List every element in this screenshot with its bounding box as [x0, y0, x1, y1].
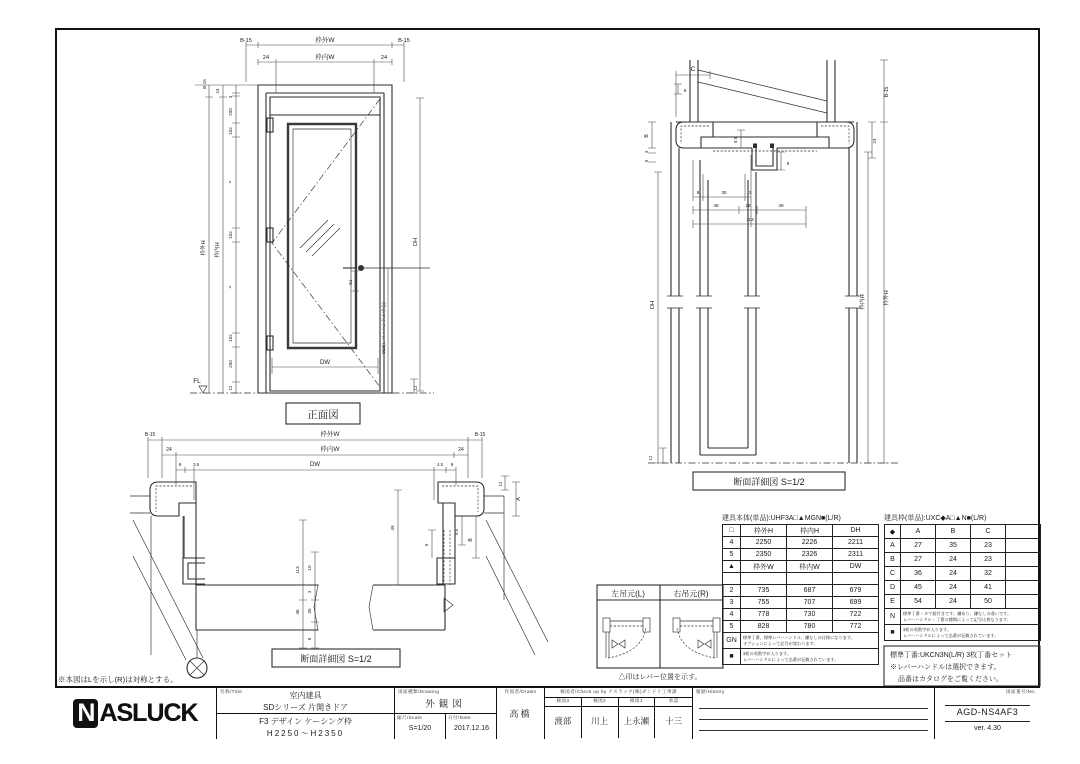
frame-table-grid [884, 524, 1041, 641]
note-line: 3桁の英数字が入ります。 [903, 627, 952, 633]
wall-plan-lines [130, 496, 548, 660]
swing-direction-box [597, 585, 723, 681]
door-leaf-plan [196, 585, 445, 630]
history-line [699, 730, 928, 731]
table-row [885, 539, 1041, 553]
table-cell: 828 [741, 621, 787, 633]
table-cell: 755 [741, 597, 787, 609]
table-cell: B [936, 525, 971, 539]
checker-role: 検図3 [545, 698, 581, 707]
fl-marker-triangle [199, 386, 207, 393]
table-cell: 730 [787, 609, 833, 621]
door-body-table-grid [722, 524, 879, 665]
table-cell: 735 [741, 585, 787, 597]
note-line: 標準丁番・カマ錠付きです。鎌あり、鎌なしの違いです。 [903, 611, 1012, 617]
front-elevation-view [190, 35, 434, 424]
table-cell: 枠外H [741, 525, 787, 537]
dim-3-row: 3 [748, 190, 752, 195]
door-body-table-title: 建具本体(単品):UHF3A□▲MGN■(L/R) [722, 515, 841, 522]
front-view-label: 正面図 [307, 409, 339, 421]
table-cell: B [885, 553, 901, 567]
hinge-note-line3: 品番はカタログをご覧ください。 [898, 676, 1003, 683]
dim-3-5: 3.5 [193, 462, 199, 467]
dim-49: 49 [778, 203, 784, 208]
dim-24-right: 24 [380, 55, 388, 61]
table-cell: 23 [971, 553, 1006, 567]
table-cell [1006, 525, 1041, 539]
table-note-row [723, 633, 879, 649]
table-cell: D [885, 581, 901, 595]
drawing-number-cell [935, 688, 1040, 739]
product-name-line3: F3 デザイン ケーシング枠 [259, 717, 352, 726]
table-cell: 699 [833, 597, 879, 609]
table-cell: 2350 [741, 549, 787, 561]
dim-b15-plan-r: B-15 [474, 432, 486, 438]
table-cell: 5 [723, 549, 741, 561]
checker-name: 川上 [591, 716, 609, 726]
number-rule-bottom [945, 721, 1030, 722]
table-cell: □ [723, 525, 741, 537]
lever-marker-triangles [612, 640, 625, 648]
table-cell [833, 573, 879, 585]
table-cell: 687 [787, 585, 833, 597]
title-cell [217, 688, 395, 739]
horizontal-section-view [58, 429, 548, 684]
dim-8-5-plan: 8.5 [454, 529, 459, 535]
dim-b15-top-right: B-15 [398, 38, 410, 44]
dim-24-sec: 24 [872, 138, 877, 144]
hinge-note-box [884, 646, 1040, 686]
table-note-cell [741, 633, 879, 649]
dim-c: C [690, 66, 696, 73]
stop-hook-left [753, 144, 757, 149]
history-line [699, 708, 928, 709]
product-name-line4: H2250〜H2350 [266, 729, 345, 738]
dim-h-in-sec: 枠内H [860, 294, 866, 310]
table-cell: 24 [936, 553, 971, 567]
table-row [885, 581, 1041, 595]
table-cell [1006, 595, 1041, 609]
table-cell: 707 [787, 597, 833, 609]
latch-body [437, 558, 455, 584]
checker-role: 承認 [655, 698, 692, 707]
table-cell: 36 [901, 567, 936, 581]
casing-hidden-lines [681, 126, 849, 151]
dim-w-out-top: 枠外W [315, 37, 335, 44]
dim-9-plan-r: 9 [450, 462, 454, 467]
drawing-type-value: 外観図 [425, 699, 466, 710]
dim-h-out-sec: 枠外H [884, 290, 890, 306]
dim-h-out: 枠外H [201, 240, 207, 256]
dim-8-plan: 8 [307, 637, 312, 641]
table-cell: 4 [723, 609, 741, 621]
table-row [723, 549, 879, 561]
dim-9-plan-l: 9 [178, 462, 182, 467]
wall-lines [690, 60, 835, 122]
logo-text: ASLUCK [99, 699, 198, 727]
drafter-header: 作図者/Drawn [504, 689, 537, 694]
product-name-line1: 室内建具 [289, 691, 322, 700]
dim-4-5: 4.5 [437, 462, 443, 467]
drawing-number: AGD-NS4AF3 [956, 707, 1019, 717]
jamb-faces [184, 503, 455, 585]
table-cell: 2211 [833, 537, 879, 549]
table-row [723, 609, 879, 621]
dim-10-plan: 10 [307, 565, 312, 571]
table-cell: GN [723, 633, 741, 649]
table-note-row [885, 625, 1041, 641]
checker-role: 検図1 [619, 698, 655, 707]
table-cell: 3 [723, 597, 741, 609]
table-cell: 35 [936, 539, 971, 553]
scale-cell [395, 714, 446, 739]
dim-12-plan: 12 [498, 481, 503, 487]
frame-block [603, 618, 610, 632]
lever-marker-triangles [698, 640, 711, 648]
dim-b15-side: B-15 [202, 79, 207, 89]
table-cell: 2 [723, 585, 741, 597]
logo-n-mark: N [73, 699, 98, 728]
table-cell: N [885, 609, 901, 625]
wall-hatch [698, 70, 827, 113]
glass-hatch [300, 220, 340, 256]
table-cell: 枠内H [787, 525, 833, 537]
table-cell [1006, 581, 1041, 595]
dim-46-plan: 46 [295, 609, 300, 615]
table-row [885, 595, 1041, 609]
table-cell: ■ [723, 649, 741, 665]
dim-35: 35 [721, 190, 727, 195]
checker-name: 十三 [665, 716, 683, 726]
table-cell: 枠内W [787, 561, 833, 573]
table-cell: ▲ [723, 561, 741, 573]
dim-250: 250 [228, 360, 233, 368]
dim-3: 3 [228, 95, 233, 99]
mirror-note: ※本図はLを示し(R)は対称とする。 [58, 675, 178, 684]
table-cell: 5 [723, 621, 741, 633]
note-line: レバーハンドルによって品番が記載されています。 [743, 656, 839, 662]
casing-hidden-plan [156, 486, 478, 512]
version: ver. 4.30 [974, 725, 1001, 732]
table-cell: 枠外W [741, 561, 787, 573]
dim-b-plan: B [468, 538, 474, 542]
table-cell: 772 [833, 621, 879, 633]
vertical-section-label: 断面詳細図 S=1/2 [733, 477, 805, 487]
table-row [885, 567, 1041, 581]
drawing-type-cell [395, 688, 497, 739]
dim-8: 8 [696, 190, 700, 195]
checker-col-1 [545, 698, 582, 738]
table-cell: 27 [901, 553, 936, 567]
date-cell [446, 714, 497, 739]
table-cell: A [885, 539, 901, 553]
dim-12-left: 12 [228, 385, 233, 391]
table-cell [741, 573, 787, 585]
dim-12-right: 12 [413, 385, 418, 391]
frame-table-title: 建具枠(単品):UXC◆A□▲N■(L/R) [884, 515, 987, 522]
table-cell: 2226 [787, 537, 833, 549]
checker-col-3 [619, 698, 656, 738]
table-note-cell [901, 609, 1041, 625]
head-frame [676, 122, 854, 148]
note-line: レバーハンドルによって品番が記載されています。 [903, 632, 999, 638]
dim-49-plan: 49 [390, 525, 395, 531]
dim-102-c: 102 [228, 334, 233, 342]
table-cell: A [901, 525, 936, 539]
table-header-row [723, 525, 879, 537]
table-note-cell [741, 649, 879, 665]
table-cell: 23 [971, 539, 1006, 553]
dim-113: 113 [746, 217, 754, 222]
name-header: 名称/Title [220, 689, 243, 694]
product-name-line2: SDシリーズ 片開きドア [263, 703, 348, 712]
swing-diagram-left [603, 618, 650, 658]
dim-w-out-plan: 枠外W [320, 431, 340, 438]
dim-dh-sec: DH [650, 300, 656, 310]
date-header: 日付/Date [448, 715, 471, 720]
table-cell: 722 [833, 609, 879, 621]
table-cell: 45 [901, 581, 936, 595]
table-cell: 32 [971, 567, 1006, 581]
dim-24-plan-l: 24 [166, 447, 172, 453]
table-cell: ◆ [885, 525, 901, 539]
table-cell: 24 [936, 581, 971, 595]
hinge-channel [183, 558, 205, 584]
dim-6: 6 [683, 88, 687, 93]
table-cell: 24 [936, 567, 971, 581]
table-row [723, 561, 879, 573]
dim-35-plan: 35 [307, 608, 312, 614]
fl-label: FL [193, 378, 201, 385]
jamb-left-casing [150, 482, 196, 516]
dim-24-left: 24 [262, 55, 270, 61]
logo-cell [55, 688, 217, 739]
table-cell: ■ [885, 625, 901, 641]
frame-block [643, 618, 650, 632]
drawing-number-header: 図面番号/No. [1005, 689, 1036, 694]
frame-block [713, 618, 720, 632]
dim-b15-plan-l: B-15 [144, 432, 156, 438]
dim-w-in-plan: 枠内W [320, 446, 340, 453]
dim-102-a: 102 [228, 127, 233, 135]
table-note-row [885, 609, 1041, 625]
checker-col-4 [655, 698, 692, 738]
drawing-type-header: 図面種類/Drawing [398, 689, 440, 694]
dim-dw-plan: DW [310, 462, 320, 468]
dim-a-plan: A [516, 497, 522, 501]
table-cell: 41 [971, 581, 1006, 595]
history-cell [693, 688, 935, 739]
dim-3-top: 3 [644, 150, 649, 154]
hinge-note-line2: ※レバーハンドルは選択できます。 [890, 664, 1001, 671]
swing-right-label: 右吊元(R) [673, 589, 709, 599]
dim-24-top-chain: 24 [215, 88, 220, 94]
table-row [723, 597, 879, 609]
table-cell: 778 [741, 609, 787, 621]
table-cell: 50 [971, 595, 1006, 609]
table-cell [1006, 539, 1041, 553]
leaf-break-marks [314, 585, 373, 630]
table-cell [1006, 567, 1041, 581]
drafter-name: 高橋 [509, 709, 532, 719]
table-row [723, 621, 879, 633]
checker-col-2 [582, 698, 619, 738]
vertical-section-view [644, 60, 900, 490]
table-cell: 2250 [741, 537, 787, 549]
jamb-right-casing [438, 482, 484, 516]
dim-200: 200 [228, 108, 233, 116]
dim-dw: DW [320, 360, 330, 366]
dim-12-sec: 12 [648, 455, 653, 461]
table-cell: 4 [723, 537, 741, 549]
checker-name: 渡部 [554, 716, 572, 726]
table-cell: C [971, 525, 1006, 539]
note-line: 標準丁番、標準レバーハンドル、鎌なしの仕様になります。 [743, 635, 855, 641]
table-cell: E [885, 595, 901, 609]
history-header: 履歴/History [696, 689, 725, 694]
nasluck-logo [55, 688, 216, 739]
table-body [723, 537, 879, 633]
table-cell: 2326 [787, 549, 833, 561]
dim-3-plan: 3 [307, 590, 312, 594]
frame-table [884, 513, 1040, 641]
table-row [723, 585, 879, 597]
drafter-cell [497, 688, 545, 739]
checker-name: 上永瀬 [623, 716, 650, 726]
dim-dh: DH [413, 237, 419, 247]
table-cell [1006, 553, 1041, 567]
dim-113-plan: 113 [295, 566, 300, 574]
table-cell [787, 573, 833, 585]
checkers-cell [545, 688, 693, 739]
scale-value: S=1/20 [408, 725, 432, 732]
dim-eq-a: = [228, 180, 234, 184]
table-cell: 27 [901, 539, 936, 553]
table-cell: 780 [787, 621, 833, 633]
stop-hook-right [770, 144, 774, 149]
dim-9-top: 9 [644, 159, 649, 163]
table-row [885, 553, 1041, 567]
swing-diagram-right [673, 618, 720, 658]
table-cell [723, 573, 741, 585]
dim-8-5: 8.5 [733, 137, 738, 143]
number-rule-top [945, 705, 1030, 706]
dim-eq-b: = [228, 285, 234, 289]
dim-b: B [644, 134, 650, 138]
door-body-table [722, 513, 878, 665]
table-cell: C [885, 567, 901, 581]
history-line [699, 719, 928, 720]
door-leaf-section-lines [671, 122, 857, 463]
horizontal-section-label: 断面詳細図 S=1/2 [300, 654, 372, 664]
dim-h-in: 枠内H [215, 242, 221, 258]
dim-w-in-top: 枠内W [315, 54, 335, 61]
table-cell: 2311 [833, 549, 879, 561]
table-note-row [723, 649, 879, 665]
dim-9-latch: 9 [424, 543, 429, 547]
title-block [55, 686, 1040, 737]
note-line: オプションによって記号が変わります。 [743, 640, 818, 646]
dim-b15-sec: B-15 [884, 86, 890, 98]
hinge-note-line1: 標準丁番:UKCN3N(L/R) 3枚丁番セット [890, 652, 1013, 659]
dim-24-plan-r: 24 [458, 447, 464, 453]
dim-handle-height: 923(レバーハンドル中心) [381, 302, 386, 354]
section-top-dims [648, 60, 888, 463]
scale-header: 縮尺/Scale [397, 715, 423, 720]
dim-18: 18 [745, 203, 751, 208]
dim-46: 46 [713, 203, 719, 208]
checkers-header: 検図者/Check up by ナスラック(株)ダンドリ工事課 [545, 688, 692, 698]
table-row [723, 573, 879, 585]
dim-51: 51 [348, 279, 353, 285]
date-value: 2017.12.16 [453, 725, 490, 732]
table-cell: 54 [901, 595, 936, 609]
dim-9-stop: 9 [786, 161, 790, 166]
table-cell: DW [833, 561, 879, 573]
table-note-cell [901, 625, 1041, 641]
table-row [723, 537, 879, 549]
table-header-row [885, 525, 1041, 539]
checker-role: 検図2 [582, 698, 618, 707]
frame-block [673, 618, 680, 632]
dim-b15-top-left: B-15 [240, 38, 252, 44]
table-cell: DH [833, 525, 879, 537]
table-cell: 24 [936, 595, 971, 609]
table-cell: 679 [833, 585, 879, 597]
dim-102-b: 102 [228, 231, 233, 239]
break-marks [667, 296, 861, 308]
swing-note: △印はレバー位置を示す。 [618, 674, 702, 681]
swing-left-label: 左吊元(L) [611, 589, 645, 599]
plan-dimension-lines [148, 437, 520, 648]
note-line: レバーハンドル・丁番の種類によって記号は異なります。 [903, 616, 1012, 622]
note-line: 3桁の英数字が入ります。 [743, 651, 792, 657]
table-body [885, 539, 1041, 609]
